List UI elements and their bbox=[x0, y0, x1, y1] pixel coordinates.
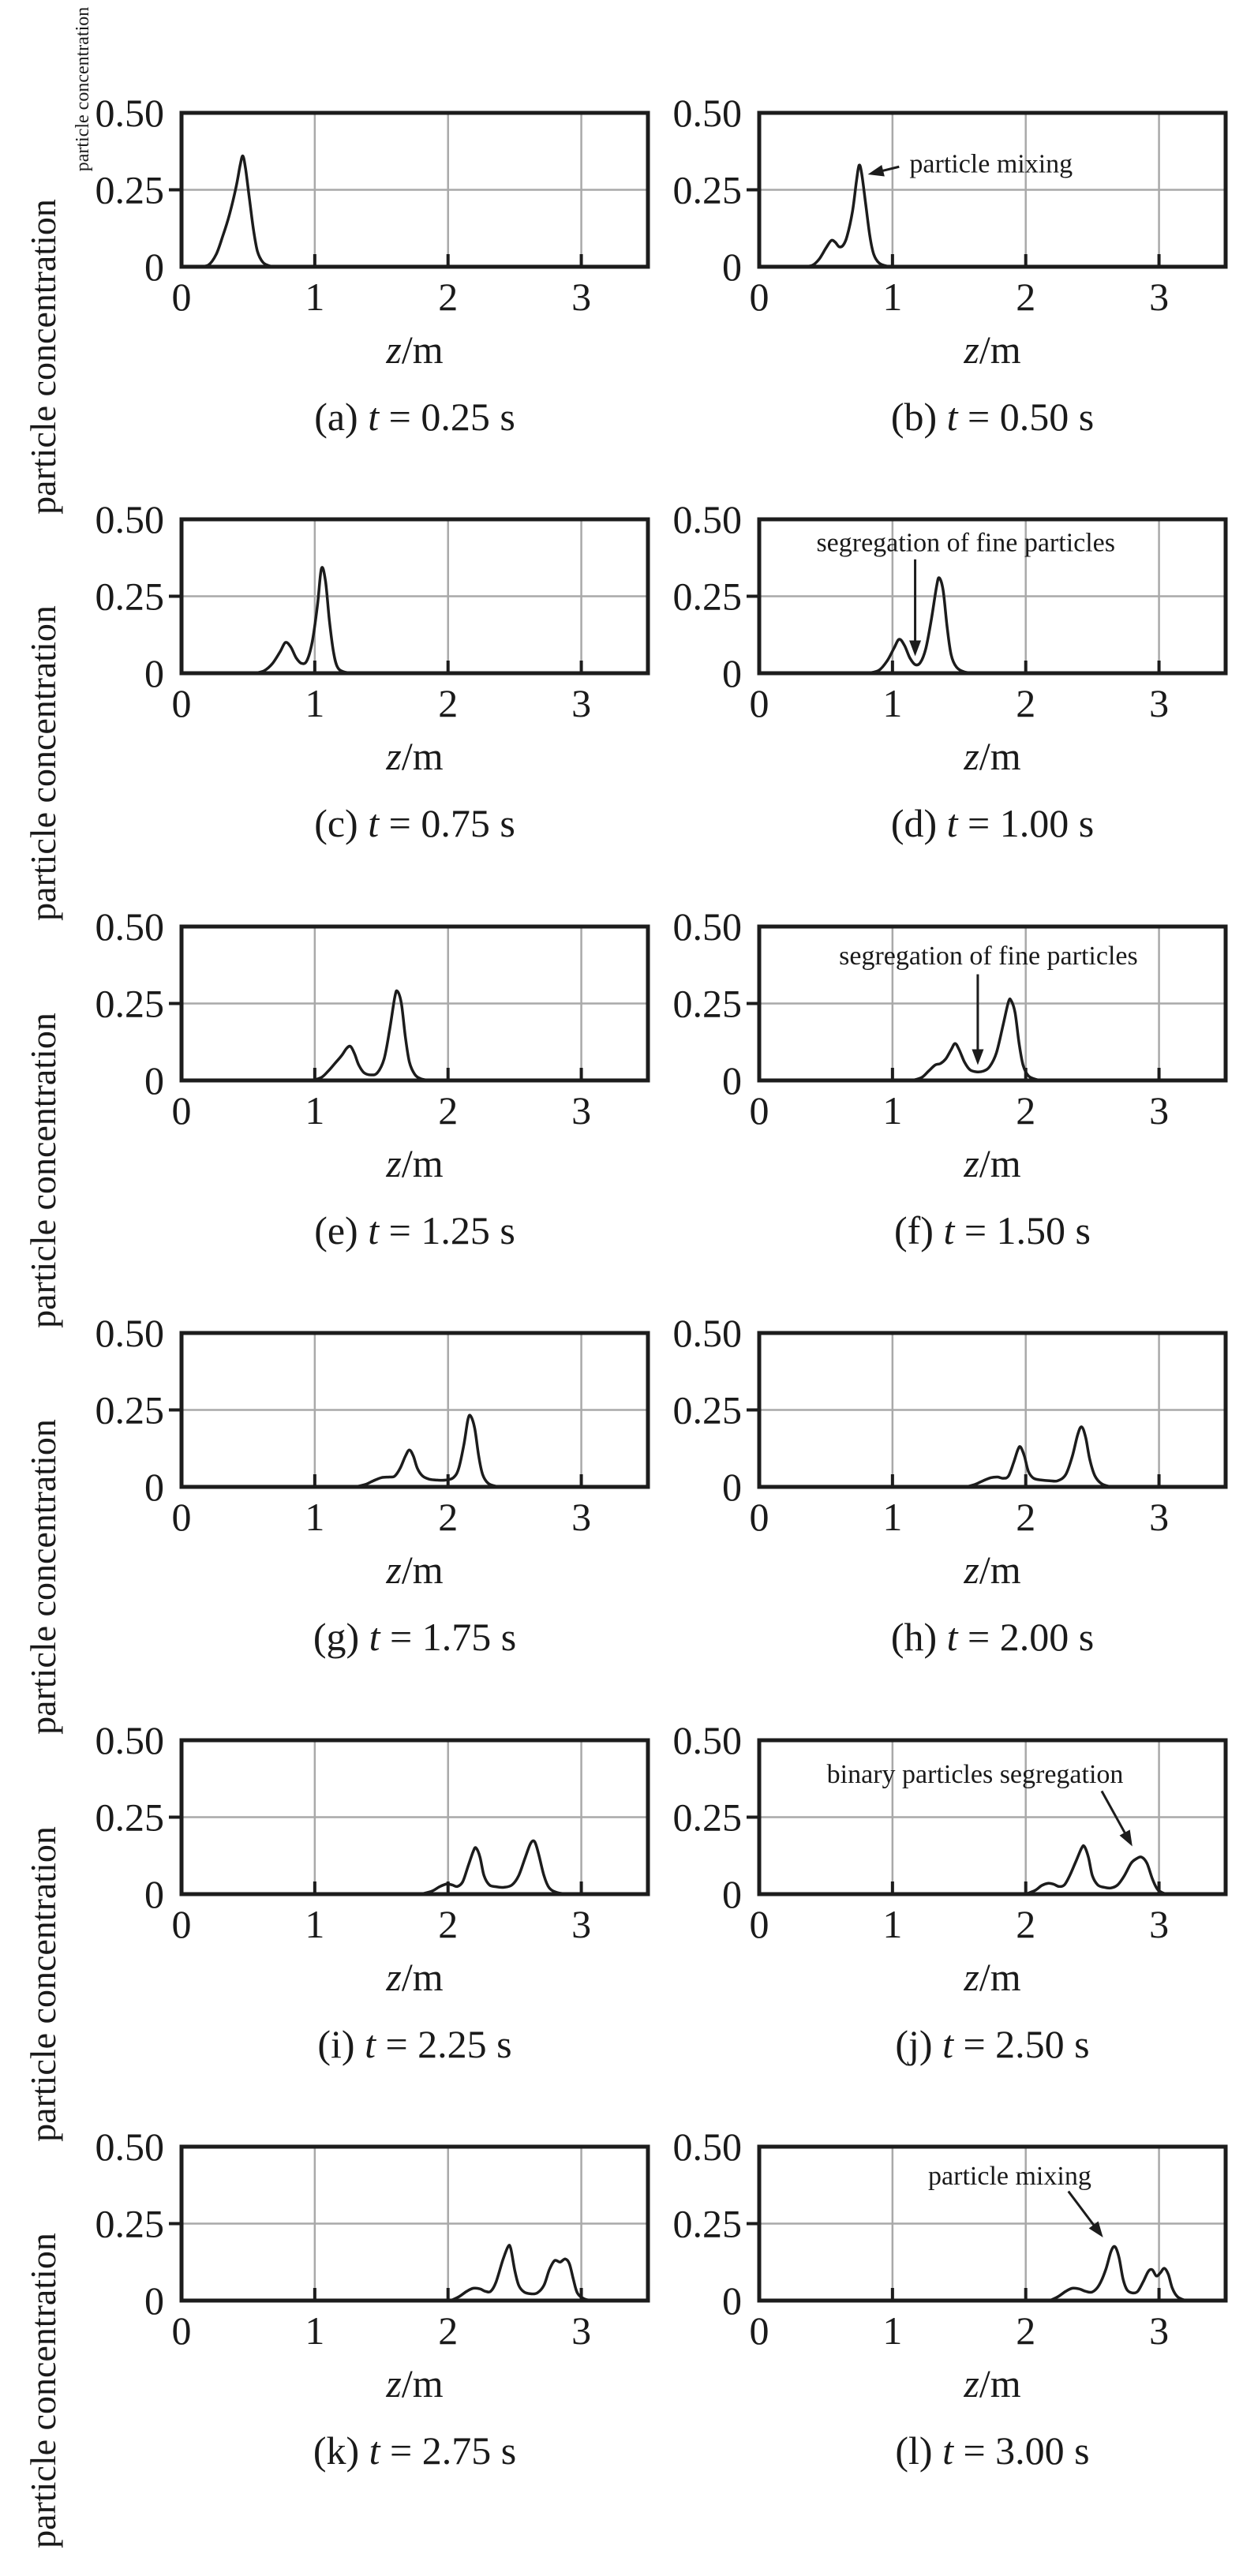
x-tick-label: 0 bbox=[171, 1902, 192, 1946]
concentration-curve bbox=[451, 2245, 592, 2301]
y-axis-label-row-1: particle concentration bbox=[23, 199, 63, 515]
annotation-arrow bbox=[1102, 1791, 1126, 1835]
x-tick-label: 3 bbox=[571, 2308, 592, 2353]
x-axis-label: z/m bbox=[386, 1955, 444, 1999]
y-tick-label: 0.50 bbox=[95, 904, 164, 949]
x-tick-label: 0 bbox=[171, 681, 192, 725]
y-axis-label-row-2: particle concentration bbox=[23, 605, 63, 921]
y-tick-label: 0.25 bbox=[95, 1795, 164, 1840]
x-tick-label: 1 bbox=[305, 1495, 325, 1539]
y-tick-label: 0.25 bbox=[672, 2201, 742, 2246]
subplot-d bbox=[657, 497, 1234, 923]
x-tick-label: 0 bbox=[171, 1088, 192, 1133]
x-tick-label: 3 bbox=[1149, 681, 1170, 725]
subplot-i bbox=[79, 1718, 656, 2144]
concentration-curve bbox=[255, 567, 355, 673]
x-tick-label: 1 bbox=[305, 681, 325, 725]
x-tick-label: 2 bbox=[1016, 681, 1036, 725]
x-tick-label: 0 bbox=[749, 2308, 769, 2353]
x-tick-label: 1 bbox=[305, 275, 325, 319]
panel-caption: (g) t = 1.75 s bbox=[313, 1615, 517, 1659]
x-tick-label: 0 bbox=[749, 681, 769, 725]
y-tick-label: 0 bbox=[722, 1465, 742, 1509]
annotation-arrowhead bbox=[1120, 1829, 1133, 1846]
x-tick-label: 0 bbox=[171, 1495, 192, 1539]
y-tick-label: 0 bbox=[722, 245, 742, 289]
y-tick-label: 0.25 bbox=[95, 167, 164, 212]
y-tick-label: 0.50 bbox=[672, 497, 742, 541]
x-tick-label: 2 bbox=[1016, 1902, 1036, 1946]
annotation-text: particle mixing bbox=[928, 2162, 1091, 2192]
x-tick-label: 3 bbox=[1149, 2308, 1170, 2353]
x-tick-label: 3 bbox=[571, 681, 592, 725]
x-tick-label: 3 bbox=[571, 275, 592, 319]
x-tick-label: 3 bbox=[1149, 1495, 1170, 1539]
x-axis-label: z/m bbox=[964, 1955, 1021, 1999]
x-tick-label: 3 bbox=[571, 1902, 592, 1946]
y-tick-label: 0.50 bbox=[95, 1311, 164, 1355]
concentration-curve bbox=[1050, 2246, 1185, 2301]
x-tick-label: 1 bbox=[882, 681, 903, 725]
panel-caption: (a) t = 0.25 s bbox=[314, 395, 515, 439]
y-tick-label: 0.50 bbox=[672, 1718, 742, 1762]
panel-caption: (j) t = 2.50 s bbox=[895, 2022, 1090, 2066]
y-tick-label: 0.25 bbox=[672, 574, 742, 619]
y-tick-label: 0.50 bbox=[95, 2125, 164, 2169]
subplot-j bbox=[657, 1718, 1234, 2144]
x-tick-label: 2 bbox=[438, 1495, 459, 1539]
x-tick-label: 2 bbox=[1016, 2308, 1036, 2353]
concentration-curve bbox=[1026, 1846, 1166, 1894]
subplot-f bbox=[657, 904, 1234, 1331]
annotation-text: binary particles segregation bbox=[826, 1759, 1124, 1789]
subplot-b bbox=[657, 91, 1234, 517]
y-tick-label: 0.50 bbox=[95, 91, 164, 135]
panel-caption: (b) t = 0.50 s bbox=[890, 395, 1095, 439]
annotation-text: segregation of fine particles bbox=[816, 528, 1116, 558]
x-tick-label: 0 bbox=[749, 275, 769, 319]
x-tick-label: 1 bbox=[882, 1495, 903, 1539]
x-axis-label: z/m bbox=[386, 2361, 444, 2406]
subplot-c bbox=[79, 497, 656, 923]
y-tick-label: 0 bbox=[722, 651, 742, 695]
x-tick-label: 1 bbox=[882, 2308, 903, 2353]
y-tick-label: 0.50 bbox=[672, 2125, 742, 2169]
x-axis-label: z/m bbox=[964, 1141, 1021, 1185]
x-tick-label: 0 bbox=[749, 1495, 769, 1539]
x-tick-label: 0 bbox=[749, 1902, 769, 1946]
y-tick-label: 0.25 bbox=[672, 1387, 742, 1432]
x-tick-label: 3 bbox=[571, 1088, 592, 1133]
y-axis-label-top-partial: particle concentration bbox=[73, 6, 93, 172]
y-tick-label: 0 bbox=[144, 651, 164, 695]
y-tick-label: 0.25 bbox=[672, 167, 742, 212]
y-axis-label-row-4: particle concentration bbox=[23, 1419, 63, 1735]
y-tick-label: 0 bbox=[722, 2278, 742, 2323]
x-tick-label: 1 bbox=[305, 2308, 325, 2353]
x-axis-label: z/m bbox=[964, 734, 1021, 778]
x-axis-label: z/m bbox=[386, 328, 444, 372]
y-tick-label: 0.50 bbox=[672, 904, 742, 949]
y-axis-label-row-6: particle concentration bbox=[23, 2233, 63, 2548]
subplot-h bbox=[657, 1311, 1234, 1737]
concentration-curve bbox=[966, 1427, 1111, 1487]
y-axis-label-row-5: particle concentration bbox=[23, 1826, 63, 2142]
x-tick-label: 3 bbox=[571, 1495, 592, 1539]
x-tick-label: 3 bbox=[1149, 1902, 1170, 1946]
panel-caption: (d) t = 1.00 s bbox=[890, 801, 1095, 845]
x-tick-label: 1 bbox=[882, 1902, 903, 1946]
annotation-arrowhead bbox=[868, 165, 885, 177]
x-axis-label: z/m bbox=[386, 734, 444, 778]
y-axis-label-row-3: particle concentration bbox=[23, 1013, 63, 1328]
panel-caption: (c) t = 0.75 s bbox=[314, 801, 515, 845]
y-tick-label: 0.25 bbox=[95, 1387, 164, 1432]
panel-caption: (f) t = 1.50 s bbox=[893, 1208, 1091, 1252]
panel-caption: (i) t = 2.25 s bbox=[317, 2022, 512, 2066]
y-tick-label: 0.25 bbox=[672, 1795, 742, 1840]
x-axis-label: z/m bbox=[386, 1141, 444, 1185]
x-tick-label: 2 bbox=[1016, 275, 1036, 319]
x-tick-label: 1 bbox=[305, 1088, 325, 1133]
y-tick-label: 0 bbox=[144, 2278, 164, 2323]
y-tick-label: 0 bbox=[144, 245, 164, 289]
x-axis-label: z/m bbox=[964, 2361, 1021, 2406]
concentration-curve bbox=[197, 156, 277, 267]
x-tick-label: 3 bbox=[1149, 1088, 1170, 1133]
concentration-curve bbox=[355, 1415, 507, 1487]
x-tick-label: 1 bbox=[882, 1088, 903, 1133]
annotation-arrow bbox=[1069, 2192, 1095, 2228]
x-tick-label: 0 bbox=[171, 2308, 192, 2353]
y-tick-label: 0.25 bbox=[95, 2201, 164, 2246]
annotation-arrowhead bbox=[909, 641, 921, 657]
x-tick-label: 2 bbox=[438, 1902, 459, 1946]
y-tick-label: 0.50 bbox=[672, 91, 742, 135]
x-tick-label: 1 bbox=[305, 1902, 325, 1946]
x-axis-label: z/m bbox=[964, 328, 1021, 372]
concentration-curve bbox=[869, 578, 975, 673]
x-tick-label: 2 bbox=[438, 681, 459, 725]
y-tick-label: 0.25 bbox=[95, 574, 164, 619]
x-tick-label: 3 bbox=[1149, 275, 1170, 319]
y-tick-label: 0 bbox=[722, 1058, 742, 1103]
y-tick-label: 0 bbox=[144, 1058, 164, 1103]
y-tick-label: 0 bbox=[144, 1465, 164, 1509]
x-axis-label: z/m bbox=[964, 1548, 1021, 1592]
x-tick-label: 2 bbox=[1016, 1088, 1036, 1133]
concentration-curve bbox=[421, 1840, 568, 1894]
panel-caption: (e) t = 1.25 s bbox=[314, 1208, 515, 1252]
subplot-g bbox=[79, 1311, 656, 1737]
y-tick-label: 0.25 bbox=[672, 981, 742, 1026]
y-tick-label: 0.50 bbox=[672, 1311, 742, 1355]
y-tick-label: 0.25 bbox=[95, 981, 164, 1026]
panel-caption: (h) t = 2.00 s bbox=[890, 1615, 1095, 1659]
x-tick-label: 2 bbox=[438, 2308, 459, 2353]
x-tick-label: 0 bbox=[749, 1088, 769, 1133]
y-tick-label: 0 bbox=[144, 1872, 164, 1916]
x-axis-label: z/m bbox=[386, 1548, 444, 1592]
x-tick-label: 2 bbox=[438, 275, 459, 319]
subplot-a bbox=[79, 91, 656, 517]
y-tick-label: 0 bbox=[722, 1872, 742, 1916]
x-tick-label: 1 bbox=[882, 275, 903, 319]
y-tick-label: 0.50 bbox=[95, 497, 164, 541]
annotation-arrowhead bbox=[972, 1050, 983, 1065]
y-tick-label: 0.50 bbox=[95, 1718, 164, 1762]
annotation-text: particle mixing bbox=[909, 149, 1073, 179]
subplot-e bbox=[79, 904, 656, 1331]
x-tick-label: 0 bbox=[171, 275, 192, 319]
annotation-text: segregation of fine particles bbox=[839, 942, 1138, 972]
panel-caption: (l) t = 3.00 s bbox=[895, 2428, 1090, 2473]
x-tick-label: 2 bbox=[438, 1088, 459, 1133]
x-tick-label: 2 bbox=[1016, 1495, 1036, 1539]
concentration-curve bbox=[803, 165, 895, 267]
panel-caption: (k) t = 2.75 s bbox=[313, 2428, 517, 2473]
